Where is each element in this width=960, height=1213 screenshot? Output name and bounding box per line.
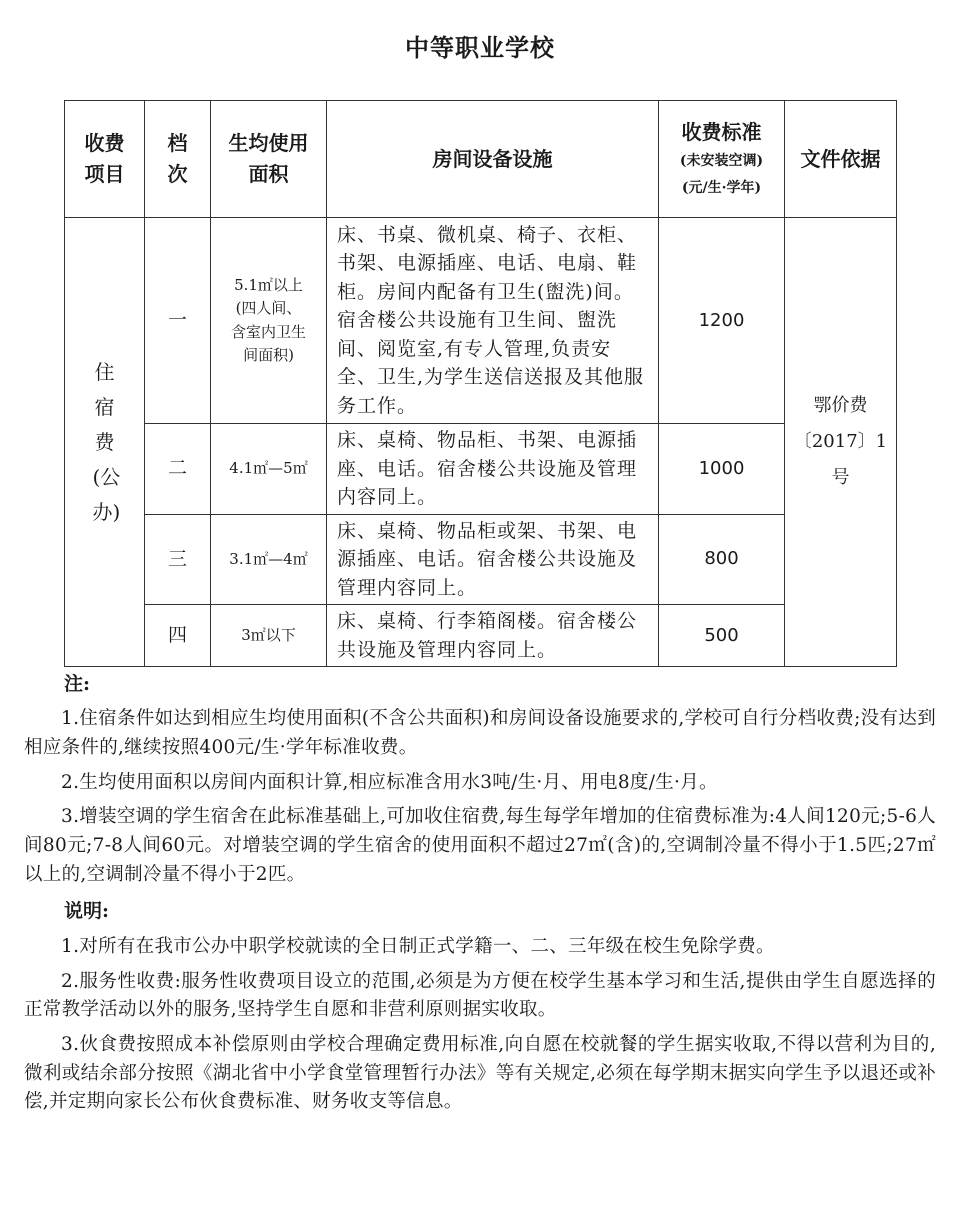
area-cell: 4.1㎡—5㎡ (211, 424, 327, 515)
header-grade-line1: 档 (167, 131, 188, 155)
category-char: (公 (92, 464, 121, 489)
fee-cell: 500 (659, 605, 785, 667)
area-cell: 3㎡以下 (211, 605, 327, 667)
header-grade-line2: 次 (167, 162, 188, 186)
header-fee-line3: (元/生·学年) (681, 179, 762, 196)
category-cell (65, 218, 145, 667)
header-grade (145, 101, 211, 218)
fee-cell: 1200 (659, 218, 785, 424)
basis-line: 号 (831, 467, 850, 488)
area-cell (211, 218, 327, 424)
explanation-item: 2.服务性收费:服务性收费项目设立的范围,必须是为方便在校学生基本学习和生活,提供由学生自愿选择的正常教学活动以外的服务,坚持学生自愿和非营利原则据实收取。 (24, 970, 936, 1021)
header-fee (659, 101, 785, 218)
header-basis: 文件依据 (785, 101, 897, 218)
table-row (65, 218, 897, 424)
note-item: 3.增装空调的学生宿舍在此标准基础上,可加收住宿费,每生每学年增加的住宿费标准为:4人间120元;5-6人间80元;7-8人间60元。对增装空调的学生宿舍的使用面积不超过27㎡(含)的,空调制冷量不得小于1.5匹;27㎡以上的,空调制冷量不得小于2匹。 (24, 806, 936, 885)
equipment-cell: 床、桌椅、行李箱阁楼。宿舍楼公共设施及管理内容同上。 (327, 605, 659, 667)
header-fee-line2: (未安装空调) (679, 152, 764, 169)
equipment-cell: 床、桌椅、物品柜、书架、电源插座、电话。宿舍楼公共设施及管理内容同上。 (327, 424, 659, 515)
header-item (65, 101, 145, 218)
header-area-line2: 面积 (248, 162, 289, 186)
category-char: 办) (92, 499, 121, 524)
header-item-line2: 项目 (84, 162, 125, 186)
area-line: 含室内卫生 (230, 322, 306, 341)
category-char: 住 (94, 359, 115, 384)
area-line: 间面积) (243, 345, 294, 364)
category-char: 宿 (94, 394, 115, 419)
category-char: 费 (94, 429, 115, 454)
table-row (65, 514, 897, 605)
basis-cell (785, 218, 897, 667)
notes-section (24, 670, 936, 1117)
table-row (65, 424, 897, 515)
grade-cell: 三 (145, 514, 211, 605)
explanation-item: 3.伙食费按照成本补偿原则由学校合理确定费用标准,向自愿在校就餐的学生据实收取,不得以营利为目的,微利或结余部分按照《湖北省中小学食堂管理暂行办法》等有关规定,必须在每学期末据实向学生予以退还或补偿,并定期向家长公布伙食费标准、财务收支等信息。 (24, 1033, 936, 1113)
area-line: 5.1㎡以上 (234, 276, 303, 294)
area-cell: 3.1㎡—4㎡ (211, 514, 327, 605)
area-line: (四人间、 (235, 299, 302, 318)
header-area (211, 101, 327, 218)
grade-cell: 四 (145, 605, 211, 667)
header-item-line1: 收费 (84, 131, 125, 155)
notes-heading: 注: (64, 673, 91, 695)
page-title: 中等职业学校 (405, 33, 555, 62)
table-row (65, 605, 897, 667)
fee-table (64, 100, 897, 667)
basis-line: 〔2017〕1 (793, 431, 888, 452)
table-header-row (65, 101, 897, 218)
equipment-cell: 床、书桌、微机桌、椅子、衣柜、书架、电源插座、电话、电扇、鞋柜。房间内配备有卫生(盥洗)间。宿舍楼公共设施有卫生间、盥洗间、阅览室,有专人管理,负责安全、卫生,为学生送信送报及其他服务工作。 (327, 218, 659, 424)
explanation-heading: 说明: (64, 900, 110, 923)
grade-cell: 一 (145, 218, 211, 424)
note-item: 2.生均使用面积以房间内面积计算,相应标准含用水3吨/生·月、用电8度/生·月。 (61, 771, 718, 793)
basis-line: 鄂价费 (813, 395, 868, 416)
header-fee-line1: 收费标准 (681, 119, 762, 144)
explanation-item: 1.对所有在我市公办中职学校就读的全日制正式学籍一、二、三年级在校生免除学费。 (61, 935, 775, 957)
note-item: 1.住宿条件如达到相应生均使用面积(不含公共面积)和房间设备设施要求的,学校可自行分档收费;没有达到相应条件的,继续按照400元/生·学年标准收费。 (24, 708, 936, 759)
grade-cell: 二 (145, 424, 211, 515)
header-area-line1: 生均使用 (228, 131, 309, 155)
fee-cell: 1000 (659, 424, 785, 515)
fee-cell: 800 (659, 514, 785, 605)
equipment-cell: 床、桌椅、物品柜或架、书架、电源插座、电话。宿舍楼公共设施及管理内容同上。 (327, 514, 659, 605)
header-equipment: 房间设备设施 (327, 101, 659, 218)
